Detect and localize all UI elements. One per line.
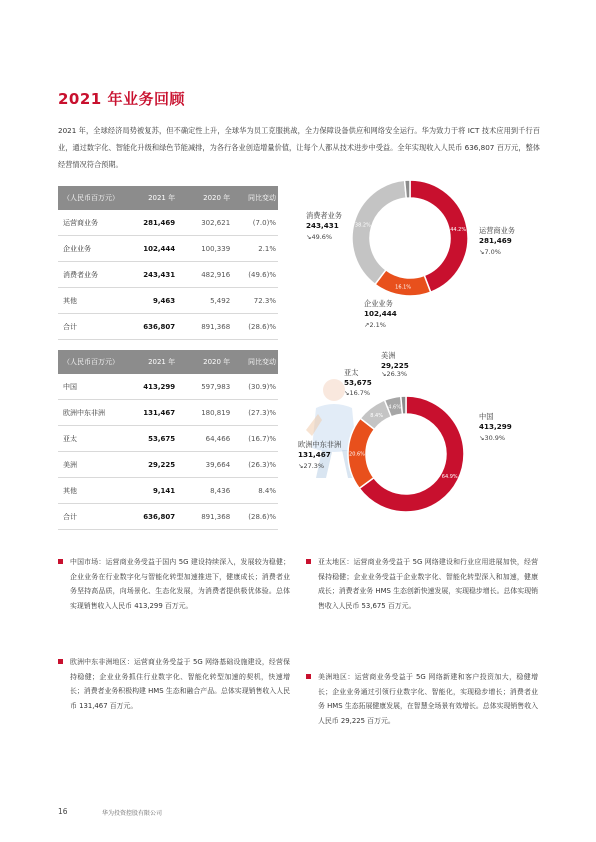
slice-percent-label: 20.6% <box>349 451 365 458</box>
callout-change: ↘27.3% <box>298 462 325 470</box>
row-label: 其他 <box>58 288 122 314</box>
value-2020: 597,983 <box>179 374 234 400</box>
yoy-change: (28.6)% <box>234 314 278 340</box>
value-2020: 891,368 <box>179 504 234 530</box>
callout-name: 消费者业务 <box>306 211 342 220</box>
table-row <box>58 452 278 478</box>
callout-enterprise <box>364 299 434 329</box>
yoy-change: (30.9)% <box>234 374 278 400</box>
page-number: 16 <box>58 807 68 816</box>
callout-name: 亚太 <box>344 368 359 377</box>
intro-paragraph: 2021 年，全球经济局势被复苏，但不确定性上升，全球华为员工克服挑战，全力保障设备供应和网络安全运行。华为致力于将 ICT 技术应用到千行百业，通过数字化、智能化升级和绿色节能减排，为各行各业创造增量价值，让每个人都从技术进步中受益。全年实现收入人民币 636,807 百万元，整体经营情况符合预期。 <box>58 126 540 169</box>
table-header-cell: 同比变动 <box>234 350 278 374</box>
company-name: 华为投资控股有限公司 <box>102 810 163 817</box>
bullet-china-market <box>70 555 290 613</box>
table-header-cell: （人民币百万元） <box>58 186 122 210</box>
bullet-americas <box>318 670 538 728</box>
bullet-text: 中国市场：运营商业务受益于国内 5G 建设持续深入，发展较为稳健；企业业务在行业数字化与智能化转型加速推进下，健康成长；消费者业务坚持高品质，向场景化、生态化发展，为消费者提供极优体验。总体实现销售收入人民币 413,299 百万元。 <box>70 558 290 610</box>
callout-change: ↘49.6% <box>306 233 333 241</box>
callout-change: ↘16.7% <box>344 389 371 397</box>
table-header-cell: 2020 年 <box>179 350 234 374</box>
value-2021: 9,141 <box>122 478 179 504</box>
callout-name: 欧洲中东非洲 <box>298 440 342 449</box>
row-label: 亚太 <box>58 426 122 452</box>
callout-change: ↘26.3% <box>381 370 408 378</box>
table-total-row <box>58 314 278 340</box>
callout-carrier <box>479 226 549 256</box>
yoy-change: 2.1% <box>234 236 278 262</box>
callout-emea <box>298 440 368 470</box>
callout-change: ↗2.1% <box>364 321 386 329</box>
callout-name: 中国 <box>479 412 494 421</box>
table-row <box>58 426 278 452</box>
bullet-text: 美洲地区：运营商业务受益于 5G 网络新建和客户投资加大，稳健增长；企业业务通过引领行业数字化、智能化，实现稳步增长；消费者业务 HMS 生态拓展健康发展，在智慧全场景有效增长。总体实现销售收入人民币 29,225 百万元。 <box>318 673 538 725</box>
row-label: 企业业务 <box>58 236 122 262</box>
table-row <box>58 374 278 400</box>
donut-slice-4 <box>405 180 410 198</box>
value-2021: 29,225 <box>122 452 179 478</box>
value-2021: 636,807 <box>122 314 179 340</box>
callout-value: 102,444 <box>364 309 397 318</box>
slice-percent-label: 4.6% <box>388 404 401 411</box>
row-label: 欧洲中东非洲 <box>58 400 122 426</box>
bullet-marker <box>58 559 63 564</box>
row-label: 美洲 <box>58 452 122 478</box>
table-header-cell: 2020 年 <box>179 186 234 210</box>
table-row <box>58 400 278 426</box>
value-2021: 9,463 <box>122 288 179 314</box>
region-revenue-table <box>58 350 278 530</box>
value-2021: 281,469 <box>122 210 179 236</box>
yoy-change: (28.6)% <box>234 504 278 530</box>
business-revenue-table <box>58 186 278 340</box>
value-2020: 482,916 <box>179 262 234 288</box>
row-label: 运营商业务 <box>58 210 122 236</box>
callout-value: 413,299 <box>479 422 512 431</box>
callout-name: 美洲 <box>381 351 396 360</box>
value-2020: 302,621 <box>179 210 234 236</box>
yoy-change: 8.4% <box>234 478 278 504</box>
table-row <box>58 210 278 236</box>
table-header-cell: 2021 年 <box>122 350 179 374</box>
callout-value: 131,467 <box>298 450 331 459</box>
value-2020: 8,436 <box>179 478 234 504</box>
bullet-text: 欧洲中东非洲地区：运营商业务受益于 5G 网络基础设施建设，经营保持稳健；企业业务抓住行业数字化、智能化转型加速的契机，快速增长；消费者业务积极构建 HMS 生态和融合产品。总体实现销售收入人民币 131,467 百万元。 <box>70 658 290 710</box>
row-label: 消费者业务 <box>58 262 122 288</box>
bullet-text: 亚太地区：运营商业务受益于 5G 网络建设和行业应用进展加快，经营保持稳健；企业业务受益于企业数字化、智能化转型深入和加速，健康成长；消费者业务 HMS 生态创新快速发展，实现稳步增长。总体实现销售收入人民币 53,675 百万元。 <box>318 558 538 610</box>
bullet-emea <box>70 655 290 713</box>
value-2020: 180,819 <box>179 400 234 426</box>
row-label: 其他 <box>58 478 122 504</box>
callout-change: ↘7.0% <box>479 248 501 256</box>
yoy-change: (16.7)% <box>234 426 278 452</box>
bullet-marker <box>58 659 63 664</box>
slice-percent-label: 16.1% <box>395 284 412 291</box>
callout-name: 企业业务 <box>364 299 393 308</box>
value-2021: 131,467 <box>122 400 179 426</box>
table-header-row <box>58 186 278 210</box>
section-title: 2021 年业务回顾 <box>58 90 185 108</box>
yoy-change: (26.3)% <box>234 452 278 478</box>
value-2020: 39,664 <box>179 452 234 478</box>
slice-percent-label: 8.4% <box>370 412 383 419</box>
callout-consumer <box>306 211 376 241</box>
table-header-row <box>58 350 278 374</box>
table-total-row <box>58 504 278 530</box>
row-label: 合计 <box>58 504 122 530</box>
callout-asia-pacific <box>344 368 404 397</box>
yoy-change: 72.3% <box>234 288 278 314</box>
table-row <box>58 236 278 262</box>
value-2020: 5,492 <box>179 288 234 314</box>
table-header-cell: 2021 年 <box>122 186 179 210</box>
donut-slice-1 <box>410 180 468 292</box>
value-2021: 243,431 <box>122 262 179 288</box>
callout-change: ↘30.9% <box>479 434 506 442</box>
table-row <box>58 288 278 314</box>
row-label: 中国 <box>58 374 122 400</box>
bullet-marker <box>306 674 311 679</box>
value-2021: 102,444 <box>122 236 179 262</box>
value-2020: 891,368 <box>179 314 234 340</box>
callout-value: 53,675 <box>344 378 372 387</box>
donut-slice-5 <box>401 396 406 414</box>
bullet-marker <box>306 559 311 564</box>
value-2020: 100,339 <box>179 236 234 262</box>
yoy-change: (49.6)% <box>234 262 278 288</box>
table-row <box>58 478 278 504</box>
yoy-change: (27.3)% <box>234 400 278 426</box>
value-2021: 413,299 <box>122 374 179 400</box>
table-row <box>58 262 278 288</box>
slice-percent-label: 44.2% <box>450 227 467 234</box>
callout-value: 281,469 <box>479 236 512 245</box>
bullet-asia-pacific <box>318 555 538 613</box>
value-2020: 64,466 <box>179 426 234 452</box>
row-label: 合计 <box>58 314 122 340</box>
slice-percent-label: 64.9% <box>441 474 458 481</box>
value-2021: 53,675 <box>122 426 179 452</box>
table-header-cell: 同比变动 <box>234 186 278 210</box>
table-header-cell: （人民币百万元） <box>58 350 122 374</box>
callout-china <box>479 412 549 442</box>
callout-value: 29,225 <box>381 361 409 370</box>
value-2021: 636,807 <box>122 504 179 530</box>
callout-value: 243,431 <box>306 221 339 230</box>
callout-name: 运营商业务 <box>479 226 515 235</box>
slice-percent-label: 38.2% <box>354 222 371 229</box>
yoy-change: (7.0)% <box>234 210 278 236</box>
